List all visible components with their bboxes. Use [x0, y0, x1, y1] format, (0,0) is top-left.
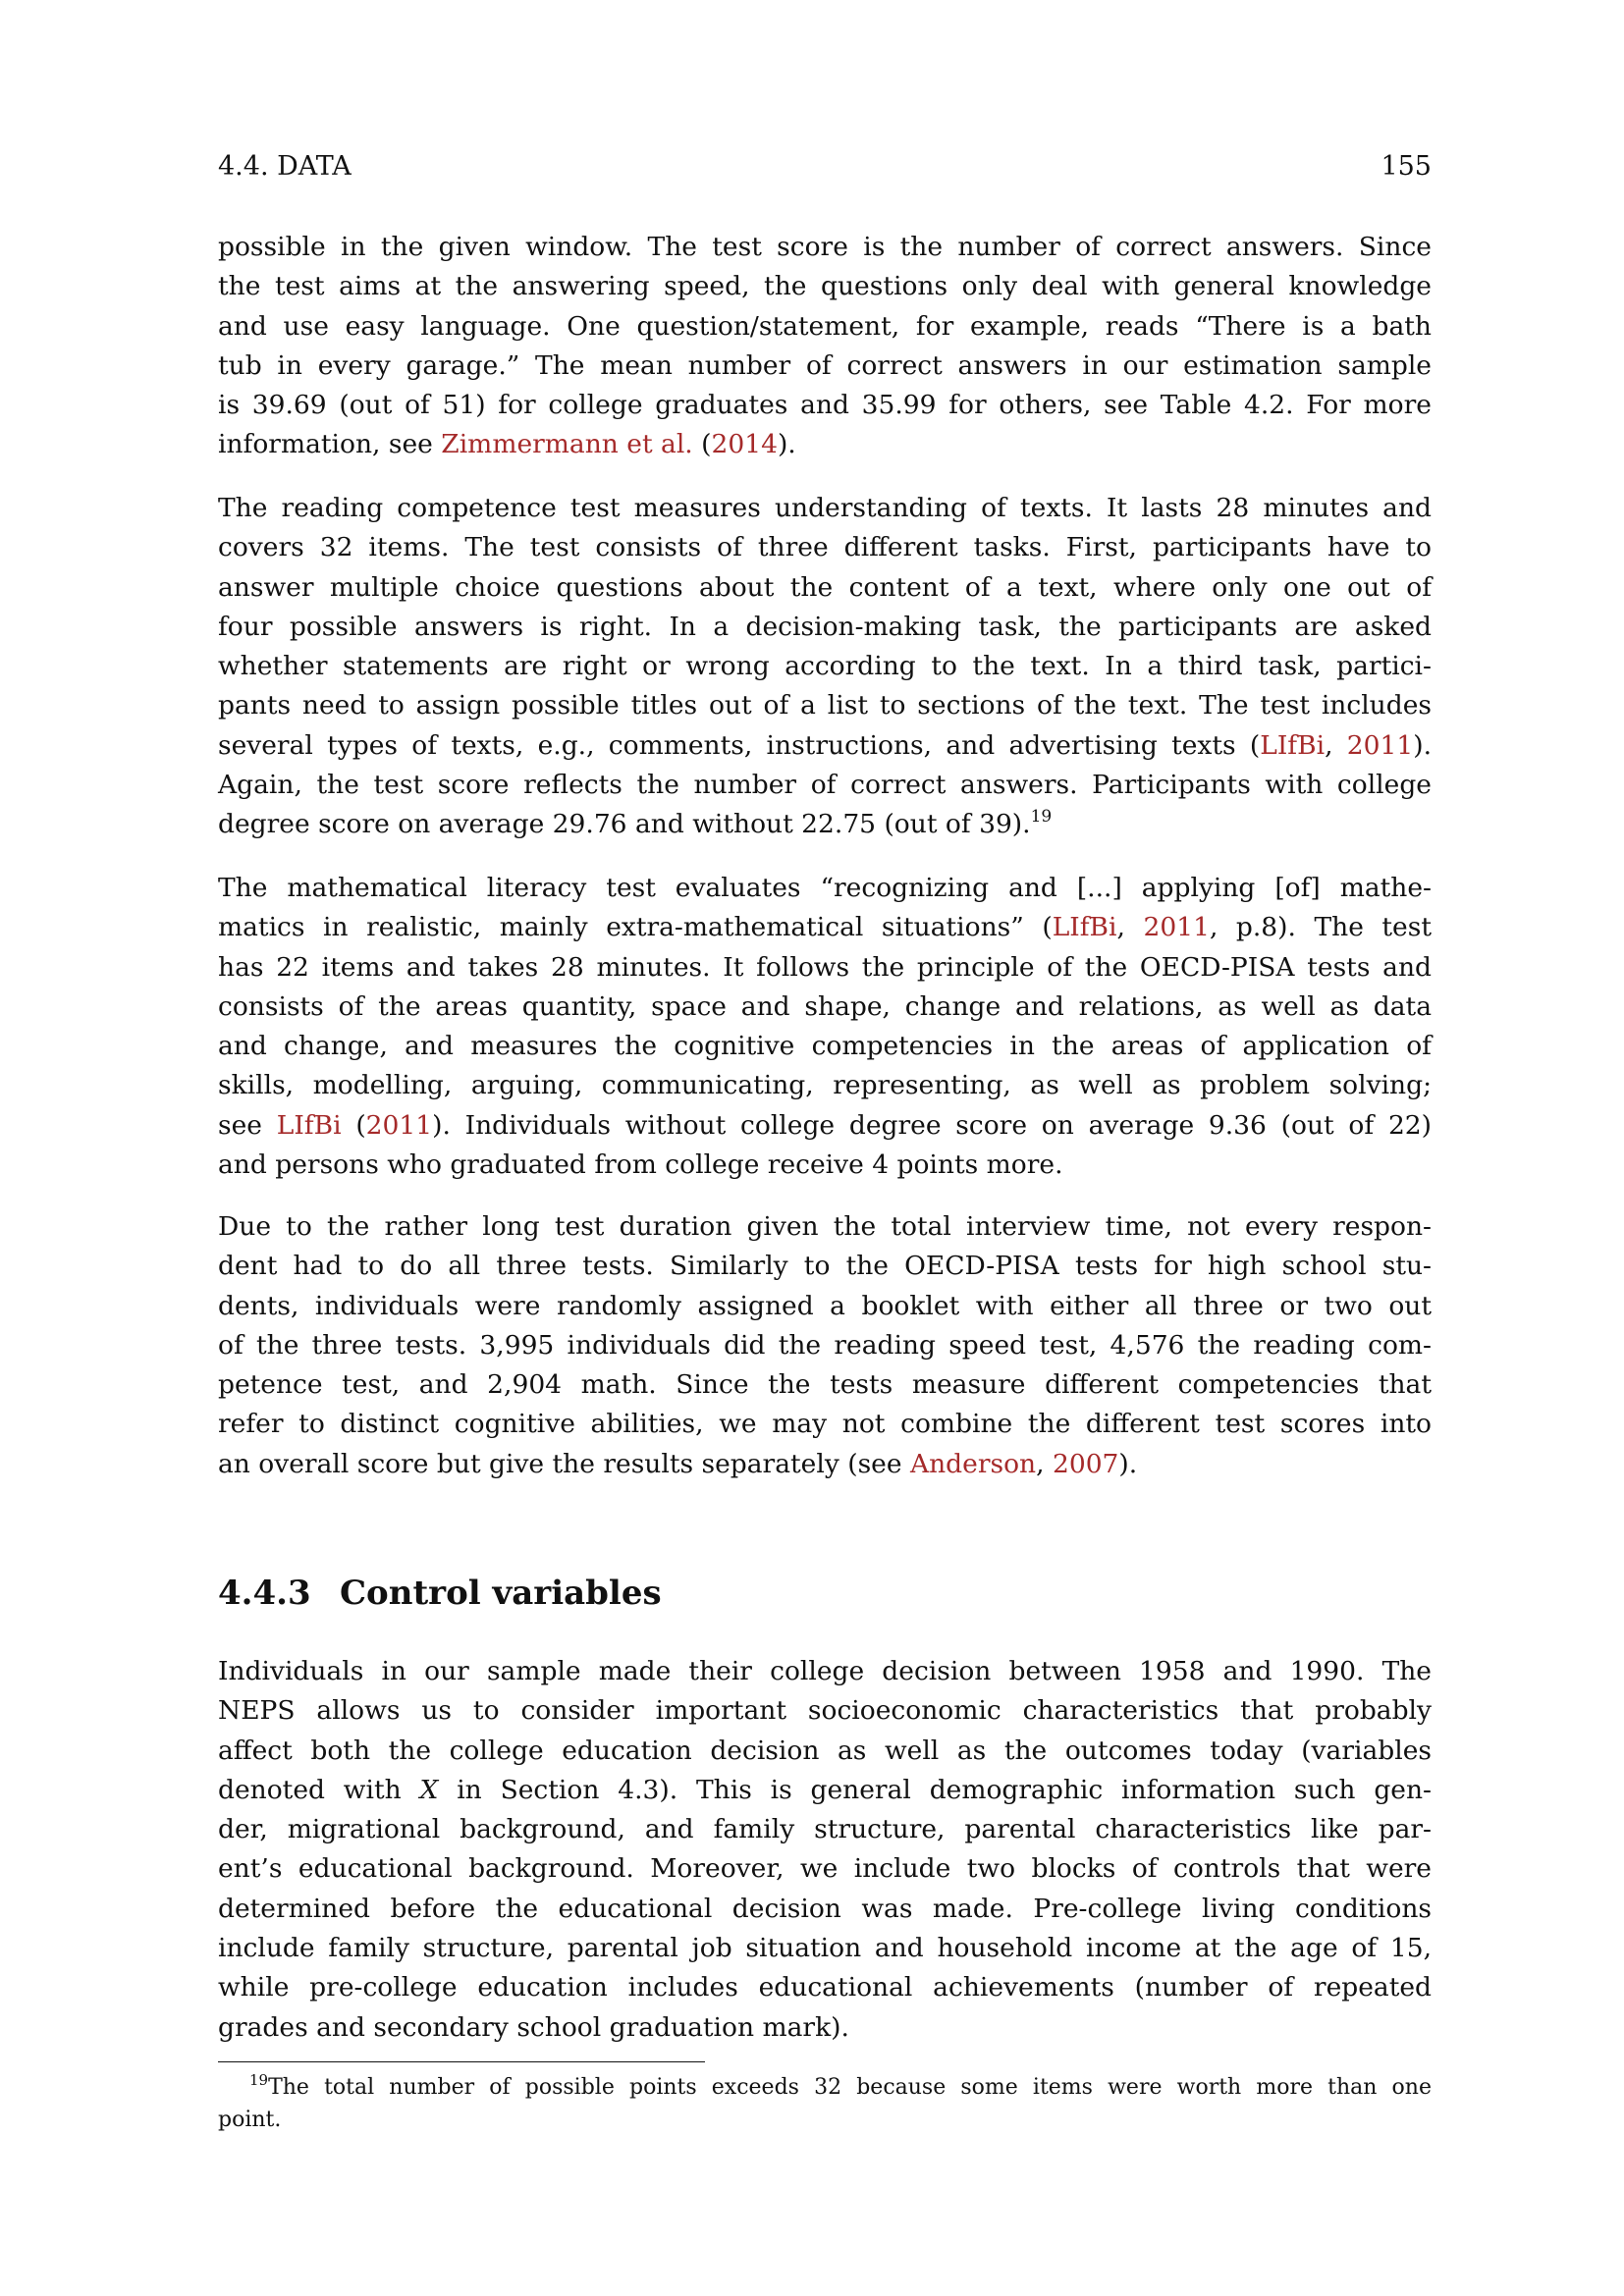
text-line: The reading competence test measures understanding of texts. It lasts 28 minutes and	[218, 493, 1432, 523]
text-span: ,	[1116, 912, 1144, 943]
text-line: dents, individuals were randomly assigned a booklet with either all three or two out	[218, 1290, 1432, 1321]
paragraph-math-literacy	[218, 869, 1432, 1185]
text-line: is 39.69 (out of 51) for college graduates and 35.99 for others, see Table 4.2. For more	[218, 390, 1432, 421]
text-line: Again, the test score reflects the number of correct answers. Participants with college	[218, 770, 1432, 801]
text-span: see	[218, 1109, 277, 1141]
text-line: Individuals in our sample made their college decision between 1958 and 1990. The	[218, 1656, 1432, 1686]
text-line: grades and secondary school graduation mark).	[218, 2011, 849, 2043]
text-span: ,	[1325, 729, 1347, 761]
text-line: while pre-college education includes educational achievements (number of repeated	[218, 1972, 1432, 2003]
section-heading	[218, 1569, 662, 1618]
text-line: pants need to assign possible titles out of a list to sections of the text. The test includes	[218, 690, 1432, 721]
text-line: and use easy language. One question/statement, for example, reads “There is a bath	[218, 310, 1432, 342]
citation-author-link[interactable]: LIfBi	[276, 1109, 342, 1141]
text-span: in Section 4.3). This is general demographic information such gen-	[438, 1774, 1432, 1805]
text-line: refer to distinct cognitive abilities, we may not combine the different test scores into	[218, 1409, 1432, 1440]
text-span: degree score on average 29.76 and without 22.75 (out of 39).	[218, 809, 1031, 840]
text-line: Due to the rather long test duration given the total interview time, not every respon-	[218, 1211, 1432, 1242]
text-line: has 22 items and takes 28 minutes. It follows the principle of the OECD-PISA tests and	[218, 951, 1432, 983]
text-line	[218, 425, 1432, 464]
footnote	[218, 2071, 1432, 2136]
text-line: affect both the college education decision as well as the outcomes today (variables	[218, 1735, 1432, 1766]
running-header	[218, 147, 1432, 187]
text-line: covers 32 items. The test consists of three different tasks. First, participants have to	[218, 532, 1432, 563]
footnote-divider	[218, 2061, 705, 2062]
footnote-reference[interactable]: 19	[1030, 807, 1053, 828]
text-span: an overall score but give the results separately (see	[218, 1448, 910, 1479]
paragraph-control-variables	[218, 1652, 1432, 2048]
text-span: , p.8). The test	[1209, 912, 1432, 943]
text-span: The total number of possible points exceeds 32 because some items were worth more than one	[268, 2075, 1432, 2100]
text-span: (	[341, 1109, 366, 1141]
text-line: and persons who graduated from college receive 4 points more.	[218, 1149, 1063, 1181]
text-line: NEPS allows us to consider important socioeconomic characteristics that probably	[218, 1695, 1432, 1727]
math-variable: X	[419, 1774, 439, 1805]
text-span: several types of texts, e.g., comments, instructions, and advertising texts (	[218, 729, 1261, 761]
text-span: (	[692, 429, 712, 460]
text-line: skills, modelling, arguing, communicating, representing, as well as problem solving;	[218, 1070, 1432, 1101]
text-line: determined before the educational decision was made. Pre-college living conditions	[218, 1893, 1432, 1924]
text-line: der, migrational background, and family structure, parental characteristics like par-	[218, 1814, 1432, 1845]
text-line: answer multiple choice questions about the content of a text, where only one out of	[218, 571, 1432, 603]
citation-author-link[interactable]: LIfBi	[1052, 912, 1117, 943]
citation-author-link[interactable]: Anderson	[909, 1448, 1037, 1479]
text-line: consists of the areas quantity, space and shape, change and relations, as well as data	[218, 990, 1432, 1022]
text-span: ).	[777, 429, 796, 460]
text-line: whether statements are right or wrong according to the text. In a third task, partici-	[218, 651, 1432, 682]
text-line: The mathematical literacy test evaluates “recognizing and [...] applying [of] mathe-	[218, 873, 1432, 903]
section-header: 4.4. DATA	[218, 151, 352, 182]
text-span: denoted with	[218, 1774, 420, 1805]
citation-year-link[interactable]: 2014	[711, 429, 778, 460]
citation-year-link[interactable]: 2007	[1052, 1448, 1119, 1479]
text-line	[218, 805, 1432, 844]
text-span: matics in realistic, mainly extra-mathematical situations” (	[218, 912, 1053, 943]
paragraph-reading-speed	[218, 228, 1432, 465]
text-line	[218, 1106, 1432, 1146]
section-number: 4.4.3	[218, 1574, 311, 1613]
text-line: ent’s educational background. Moreover, we include two blocks of controls that were	[218, 1853, 1432, 1885]
text-line	[218, 1771, 1432, 1810]
text-line	[218, 908, 1432, 947]
page-number: 155	[1380, 151, 1432, 182]
paragraph-test-assignment	[218, 1207, 1432, 1484]
text-span: ).	[1118, 1448, 1138, 1479]
footnote-line	[218, 2071, 1432, 2104]
text-span: ).	[1413, 729, 1432, 761]
citation-year-link[interactable]: 2011	[365, 1109, 433, 1141]
citation-year-link[interactable]: 2011	[1346, 729, 1414, 761]
text-span: ). Individuals without college degree score on average 9.36 (out of 22)	[432, 1109, 1433, 1141]
text-line	[218, 726, 1432, 766]
citation-author-link[interactable]: LIfBi	[1260, 729, 1326, 761]
text-line: dent had to do all three tests. Similarly to the OECD-PISA tests for high school stu-	[218, 1251, 1432, 1282]
footnote-mark: 19	[249, 2071, 269, 2089]
citation-author-link[interactable]: Zimmermann et al.	[441, 429, 693, 460]
citation-year-link[interactable]: 2011	[1143, 912, 1210, 943]
text-line: include family structure, parental job situation and household income at the age of 15,	[218, 1933, 1432, 1964]
text-line: petence test, and 2,904 math. Since the tests measure different competencies that	[218, 1369, 1432, 1401]
text-span: ,	[1036, 1448, 1053, 1479]
text-span: information, see	[218, 429, 442, 460]
footnote-line: point.	[218, 2108, 282, 2132]
text-line: four possible answers is right. In a decision-making task, the participants are asked	[218, 611, 1432, 642]
text-line: tub in every garage.” The mean number of correct answers in our estimation sample	[218, 349, 1432, 381]
text-line: the test aims at the answering speed, the questions only deal with general knowledge	[218, 271, 1432, 302]
text-line	[218, 1445, 1432, 1484]
section-title: Control variables	[340, 1574, 662, 1613]
paragraph-reading-competence	[218, 489, 1432, 845]
text-line: possible in the given window. The test score is the number of correct answers. Since	[218, 232, 1432, 262]
text-line: of the three tests. 3,995 individuals did the reading speed test, 4,576 the reading com-	[218, 1329, 1432, 1361]
text-line: and change, and measures the cognitive competencies in the areas of application of	[218, 1031, 1432, 1062]
